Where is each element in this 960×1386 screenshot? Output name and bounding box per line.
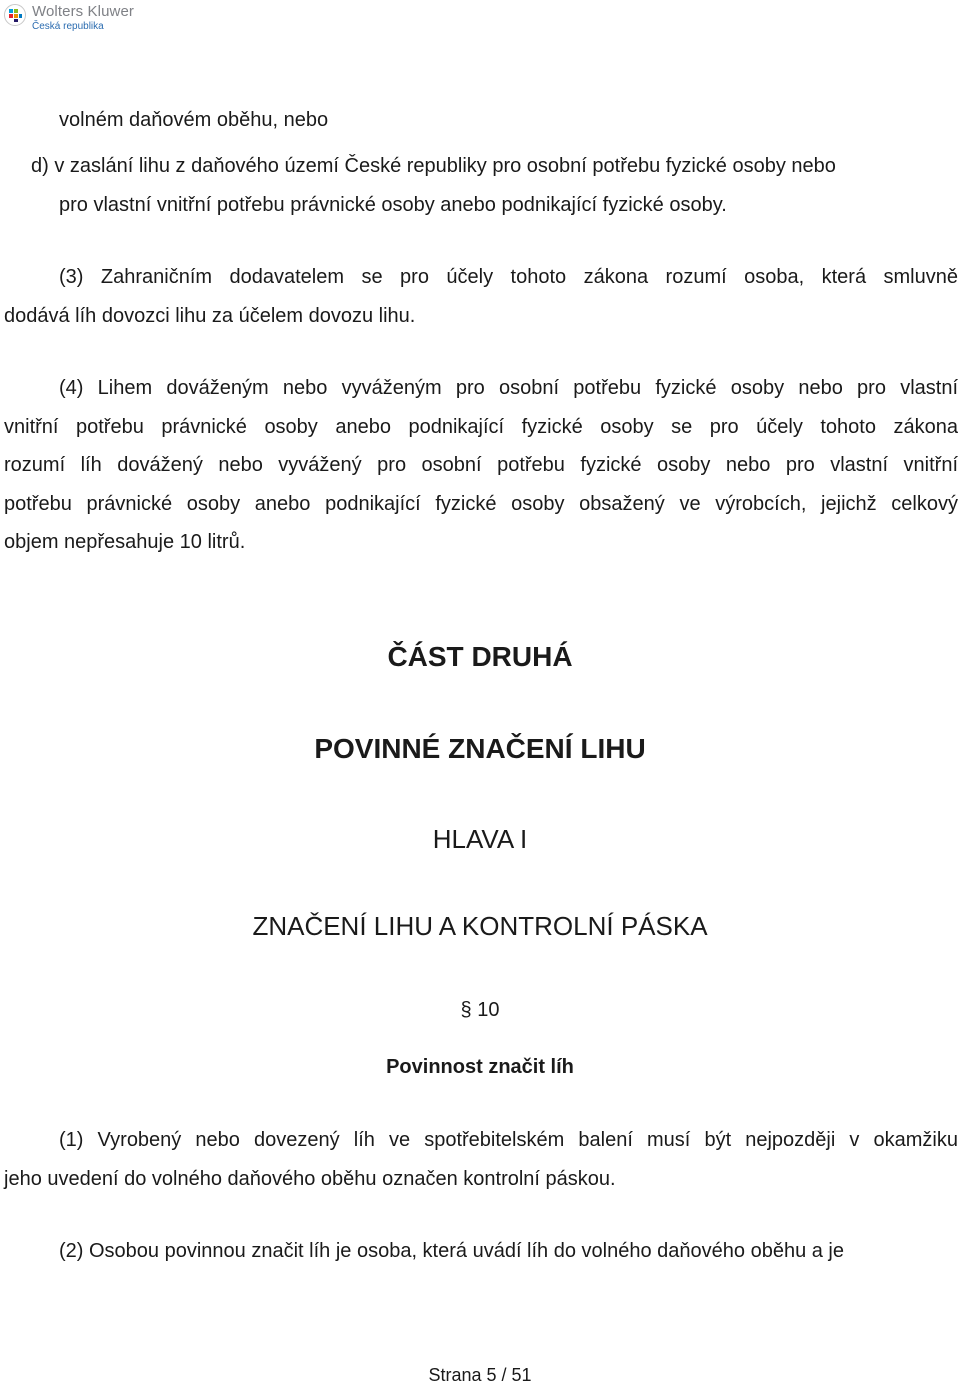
text-line: (1) Vyrobený nebo dovezený líh ve spotřebitelském balení musí být nejpozději v okamžiku: [59, 1129, 958, 1151]
head-title: ZNAČENÍ LIHU A KONTROLNÍ PÁSKA: [252, 911, 708, 941]
wolters-kluwer-logo-icon: [4, 4, 26, 26]
text-line: (2) Osobou povinnou značit líh je osoba, která uvádí líh do volného daňového oběhu a je: [59, 1240, 844, 1262]
head-heading: HLAVA I: [432, 824, 528, 854]
section-number: § 10: [460, 999, 500, 1021]
section-title: Povinnost značit líh: [386, 1056, 574, 1078]
text-line: d) v zaslání lihu z daňového území České republiky pro osobní potřebu fyzické osoby nebo: [31, 155, 836, 177]
text-line: potřebu právnické osoby anebo podnikající fyzické osoby obsažený ve výrobcích, jejichž celkový: [4, 493, 958, 515]
text-line: jeho uvedení do volného daňového oběhu označen kontrolní páskou.: [4, 1168, 616, 1190]
text-line: volném daňovém oběhu, nebo: [59, 109, 329, 131]
text-line: (3) Zahraničním dodavatelem se pro účely tohoto zákona rozumí osoba, která smluvně: [59, 266, 958, 288]
publisher-logo: [4, 4, 134, 32]
page-number: Strana 5 / 51: [428, 1365, 532, 1385]
text-line: vnitřní potřebu právnické osoby anebo podnikající fyzické osoby se pro účely tohoto zákona: [4, 416, 958, 438]
text-line: rozumí líh dovážený nebo vyvážený pro osobní potřebu fyzické osoby nebo pro vlastní vnitřní: [4, 454, 958, 476]
text-line: objem nepřesahuje 10 litrů.: [4, 531, 246, 553]
brand-name: Wolters Kluwer: [32, 3, 134, 20]
text-line: (4) Lihem dováženým nebo vyváženým pro osobní potřebu fyzické osoby nebo pro vlastní: [59, 377, 958, 399]
part-heading: ČÁST DRUHÁ: [387, 641, 573, 672]
text-line: pro vlastní vnitřní potřebu právnické osoby anebo podnikající fyzické osoby.: [59, 194, 727, 216]
text-line: dodává líh dovozci lihu za účelem dovozu lihu.: [4, 305, 416, 327]
part-title: POVINNÉ ZNAČENÍ LIHU: [314, 733, 646, 764]
brand-subtitle: Česká republika: [32, 21, 104, 32]
